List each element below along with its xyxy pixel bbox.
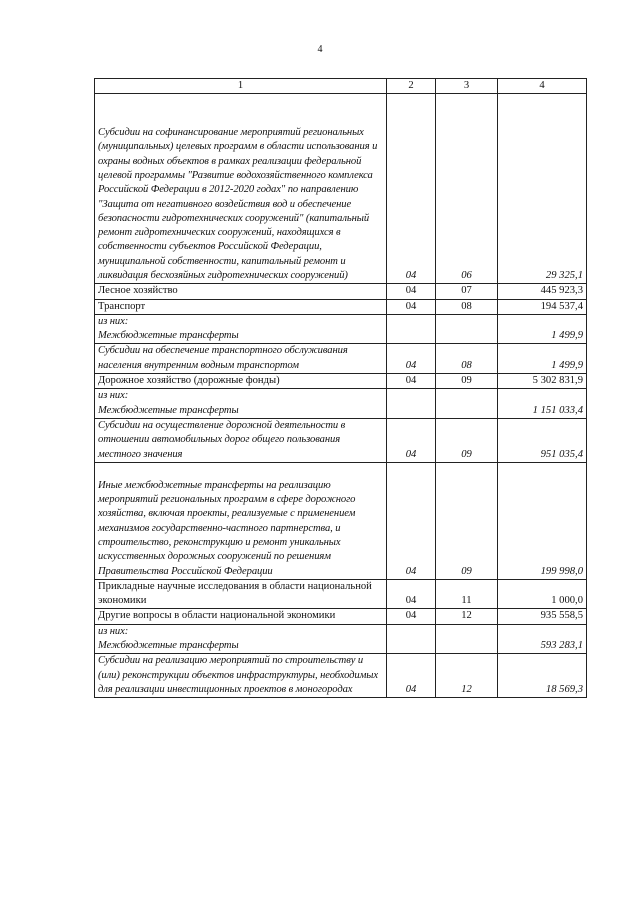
row-subsection-code: 09 (436, 462, 498, 579)
table-row (95, 579, 587, 609)
table-row (95, 344, 587, 374)
row-subsection-code: 11 (436, 579, 498, 609)
row-name: из них: Межбюджетные трансферты (95, 389, 387, 419)
table-row (95, 374, 587, 389)
row-amount: 1 499,9 (498, 344, 587, 374)
table-row (95, 284, 587, 299)
row-name: из них: Межбюджетные трансферты (95, 624, 387, 654)
row-name: Субсидии на осуществление дорожной деятельности в отношении автомобильных дорог общего пользования местного значения (95, 418, 387, 462)
header-col-3: 3 (436, 79, 498, 94)
row-subsection-code: 08 (436, 344, 498, 374)
table-row (95, 314, 587, 344)
row-name: Субсидии на обеспечение транспортного обслуживания населения внутренним водным транспортом (95, 344, 387, 374)
table-row (95, 654, 587, 698)
row-subsection-code: 07 (436, 284, 498, 299)
row-amount: 29 325,1 (498, 94, 587, 284)
row-subsection-code (436, 624, 498, 654)
row-subsection-code (436, 389, 498, 419)
row-name: Другие вопросы в области национальной экономики (95, 609, 387, 624)
row-name: Прикладные научные исследования в области национальной экономики (95, 579, 387, 609)
header-col-1: 1 (95, 79, 387, 94)
row-section-code (387, 314, 436, 344)
table-row (95, 94, 587, 284)
row-name: Лесное хозяйство (95, 284, 387, 299)
row-amount: 951 035,4 (498, 418, 587, 462)
row-amount: 1 000,0 (498, 579, 587, 609)
table-row (95, 624, 587, 654)
table-row (95, 389, 587, 419)
row-amount: 199 998,0 (498, 462, 587, 579)
header-col-4: 4 (498, 79, 587, 94)
row-section-code: 04 (387, 344, 436, 374)
row-amount: 1 499,9 (498, 314, 587, 344)
header-row (95, 79, 587, 94)
row-section-code: 04 (387, 654, 436, 698)
row-section-code: 04 (387, 609, 436, 624)
row-subsection-code: 09 (436, 418, 498, 462)
row-section-code: 04 (387, 579, 436, 609)
row-name: Дорожное хозяйство (дорожные фонды) (95, 374, 387, 389)
row-amount: 935 558,5 (498, 609, 587, 624)
row-name: Субсидии на реализацию мероприятий по строительству и (или) реконструкции объектов инфраструктуры, необходимых для реализации инвестиционных проектов в моногородах (95, 654, 387, 698)
row-section-code: 04 (387, 374, 436, 389)
row-amount: 1 151 033,4 (498, 389, 587, 419)
row-subsection-code: 09 (436, 374, 498, 389)
row-subsection-code: 08 (436, 299, 498, 314)
row-name: Субсидии на софинансирование мероприятий региональных (муниципальных) целевых программ в области использования и охраны водных объектов в рамках реализации федеральной целевой программы "Развитие водохозяйственного комплекса Российской Федерации в 2012-2020 годах" по направлению "Защита от негативного воздействия вод и обеспечение безопасности гидротехнических сооружений" (капитальный ремонт гидротехнических сооружений, находящихся в собственности субъектов Российской Федерации, муниципальной собственности, капитальный ремонт и ликвидация бесхозяйных гидротехнических сооружений) (95, 94, 387, 284)
table-row (95, 609, 587, 624)
row-section-code: 04 (387, 94, 436, 284)
table-row (95, 299, 587, 314)
row-name: Транспорт (95, 299, 387, 314)
row-amount: 593 283,1 (498, 624, 587, 654)
row-section-code: 04 (387, 418, 436, 462)
row-amount: 5 302 831,9 (498, 374, 587, 389)
row-amount: 18 569,3 (498, 654, 587, 698)
row-section-code (387, 389, 436, 419)
page-number: 4 (317, 44, 323, 55)
row-section-code: 04 (387, 462, 436, 579)
row-section-code (387, 624, 436, 654)
table-row (95, 462, 587, 579)
header-col-2: 2 (387, 79, 436, 94)
budget-table (94, 78, 587, 698)
row-subsection-code: 12 (436, 654, 498, 698)
row-section-code: 04 (387, 284, 436, 299)
row-amount: 445 923,3 (498, 284, 587, 299)
row-name: Иные межбюджетные трансферты на реализацию мероприятий региональных программ в сфере дорожного хозяйства, включая проекты, реализуемые с применением механизмов государственно-частного партнерства, и строительство, реконструкцию и ремонт уникальных искусственных дорожных сооружений по решениям Правительства Российской Федерации (95, 462, 387, 579)
row-subsection-code (436, 314, 498, 344)
table-row (95, 418, 587, 462)
row-subsection-code: 12 (436, 609, 498, 624)
row-name: из них: Межбюджетные трансферты (95, 314, 387, 344)
row-amount: 194 537,4 (498, 299, 587, 314)
row-subsection-code: 06 (436, 94, 498, 284)
row-section-code: 04 (387, 299, 436, 314)
